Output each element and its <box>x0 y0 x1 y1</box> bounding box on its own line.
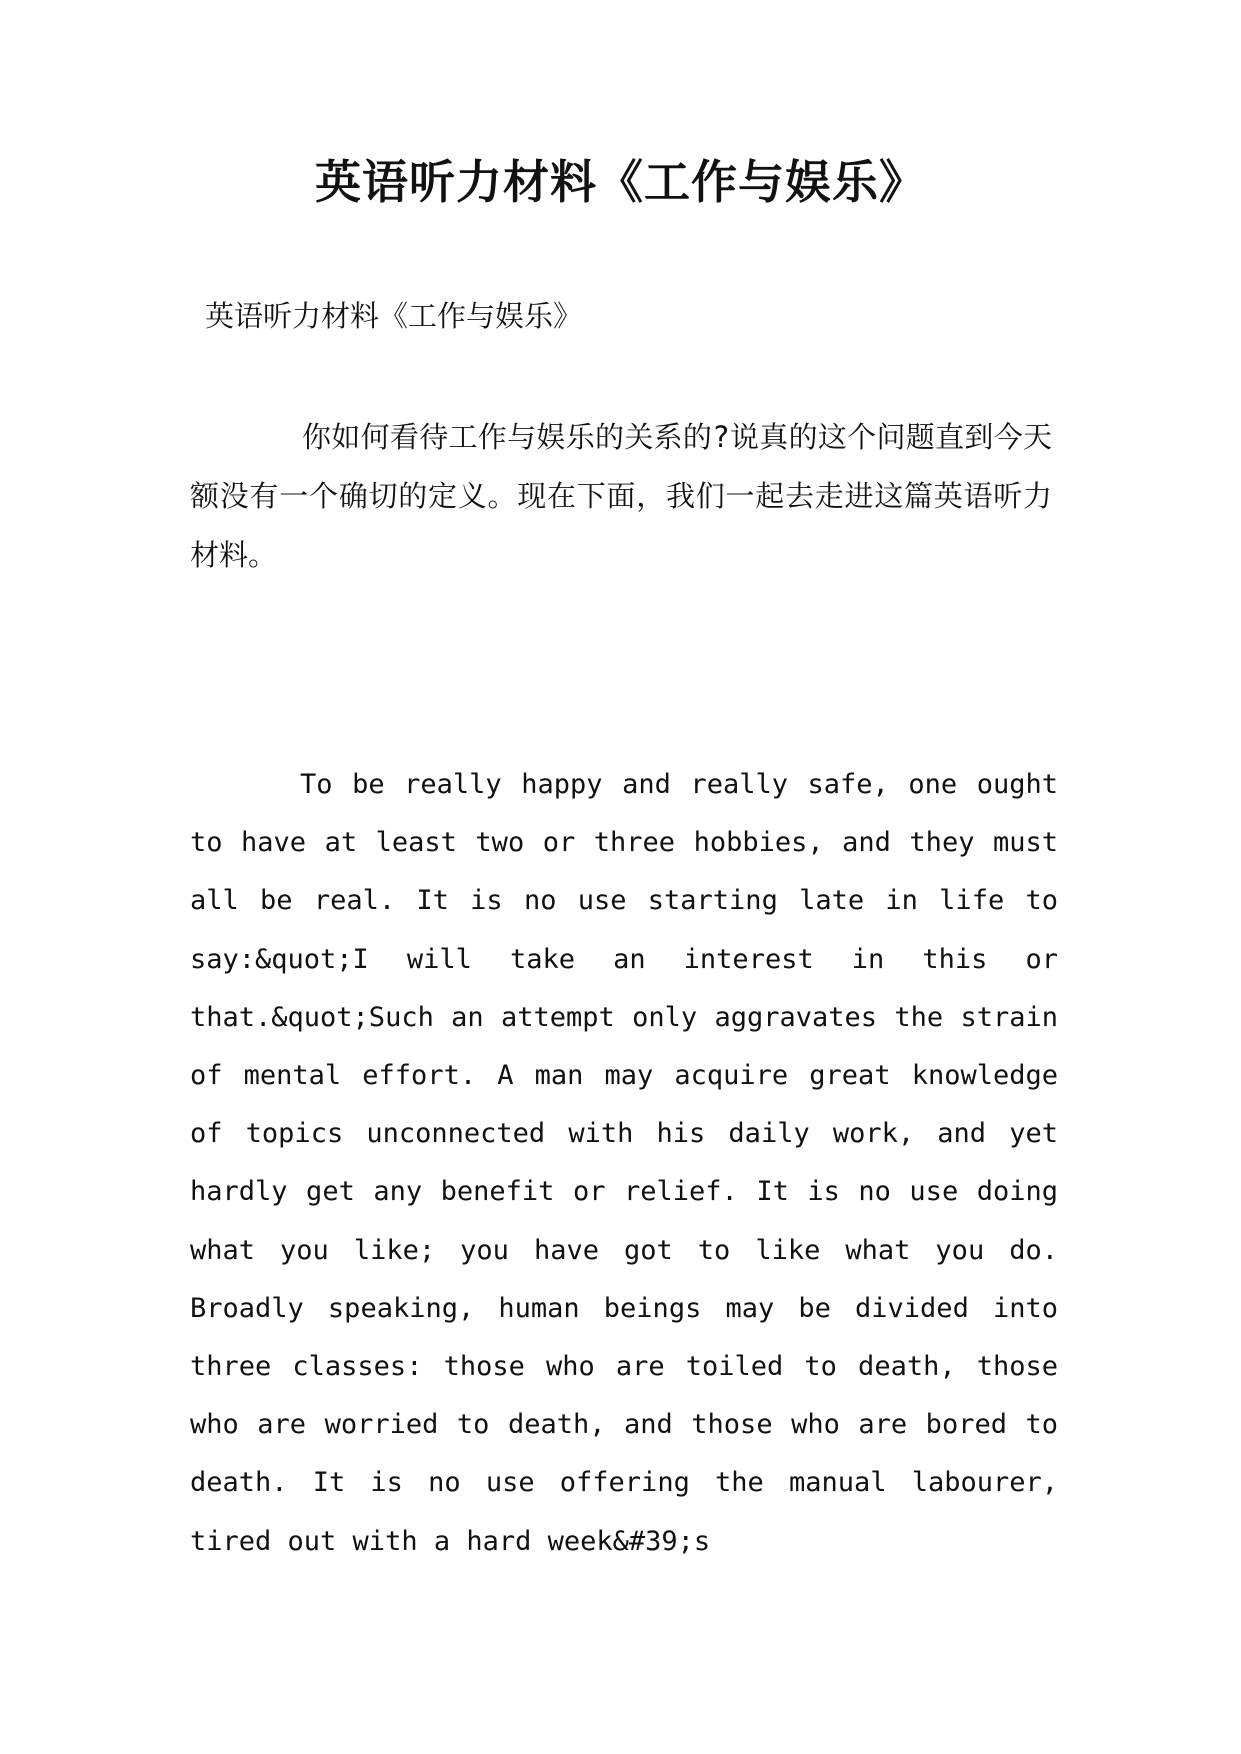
document-subtitle: 英语听力材料《工作与娱乐》 <box>205 299 583 333</box>
english-passage-paragraph: To be really happy and really safe, one ought to have at least two or three hobbies, and they must all be real. It is no use starting late in life to say:&quot;I will take an interest in this or that.&quot;Such an attempt only aggravates the strain of mental effort. A man may acquire great knowledge of topics unconnected with his daily work, and yet hardly get any benefit or relief. It is no use doing what you like; you have got to like what you do. Broadly speaking, human beings may be divided into three classes: those who are toiled to death, those who are worried to death, and those who are bored to death. It is no use offering the manual labourer, tired out with a hard week&#39;s <box>190 769 1058 1557</box>
page-title: 英语听力材料《工作与娱乐》 <box>315 155 926 209</box>
intro-paragraph: 你如何看待工作与娱乐的关系的?说真的这个问题直到今天额没有一个确切的定义。现在下面，我们一起去走进这篇英语听力材料。 <box>190 420 1052 572</box>
